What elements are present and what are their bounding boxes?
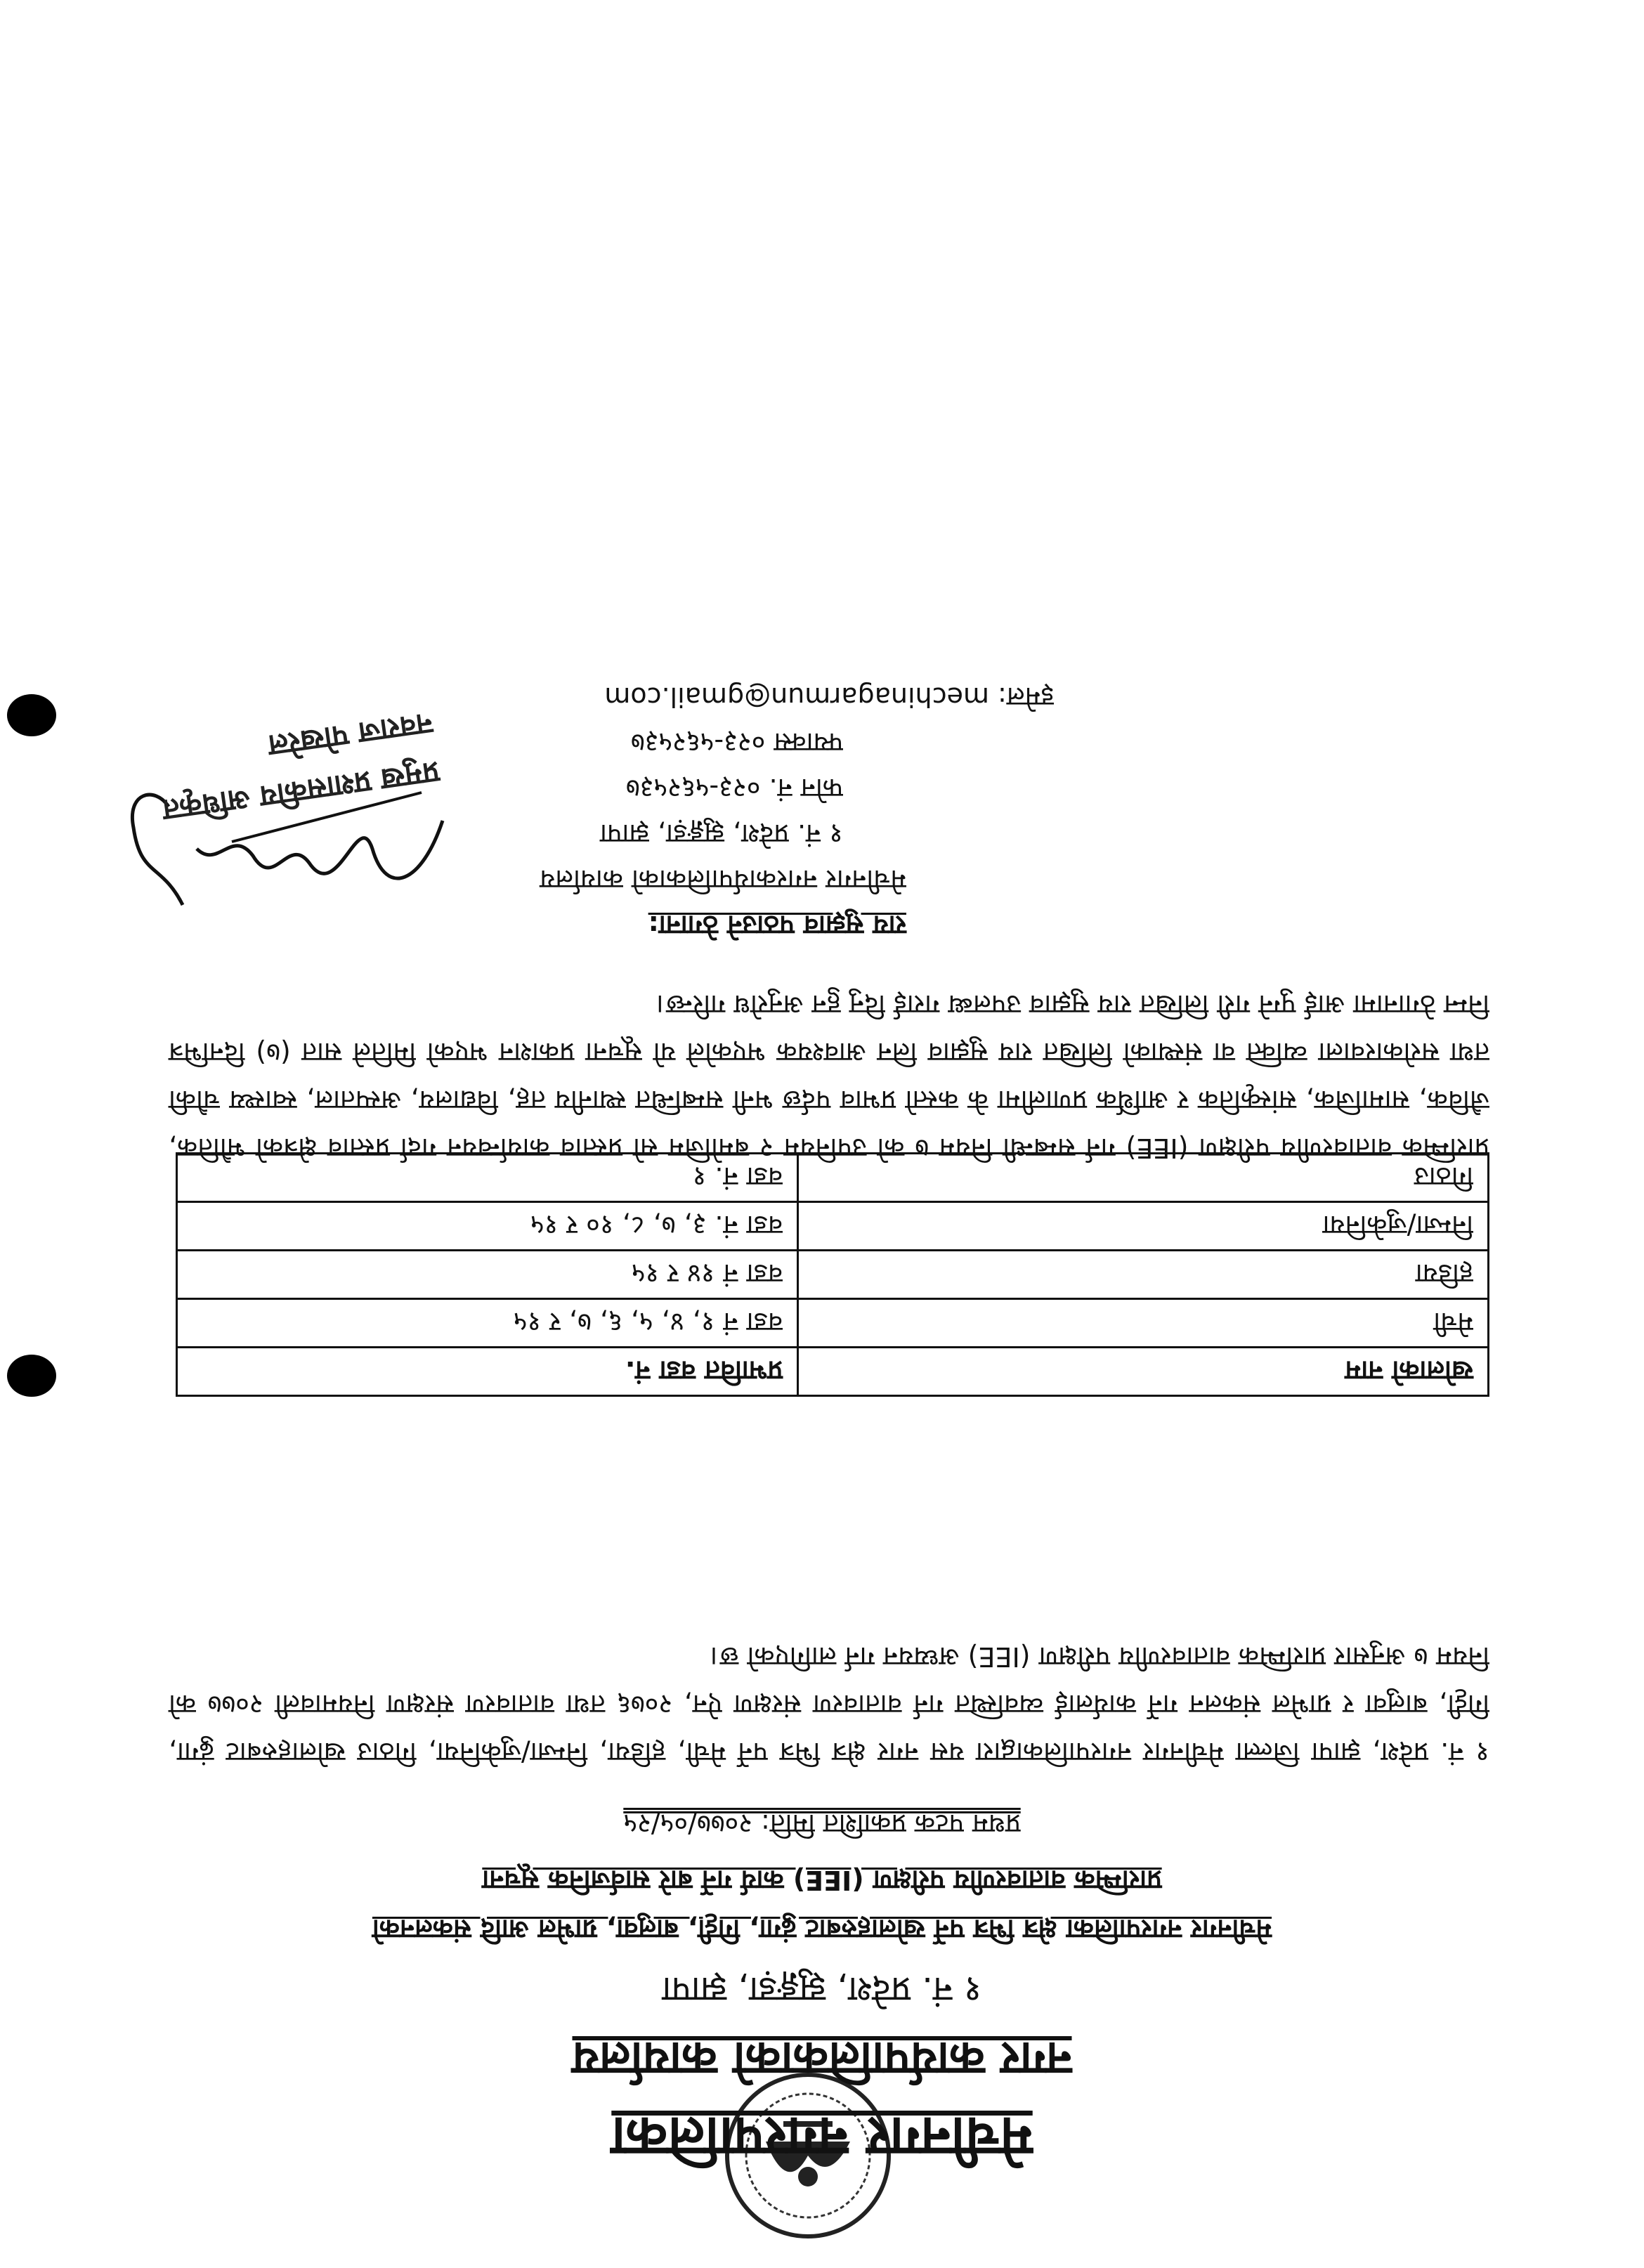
contact-fax: फ्याक्स ०२३-५६२५३७ [630, 727, 843, 758]
table-row [177, 1299, 1489, 1348]
table-row [177, 1202, 1489, 1251]
table-cell-wards: वडा नं १, ४, ५, ६, ७, र १५ [177, 1299, 798, 1348]
stamp-designation: प्रमुख प्रशासकीय अधिकृत [160, 755, 442, 828]
contact-office: मेचीनगर नगरकार्यपालिकाको कार्यालय [540, 864, 906, 895]
contact-phone: फोन नं. ०२३-५६२५३७ [625, 773, 843, 804]
publication-date: प्रथम पटक प्रकाशित मिति: २०७७/०५/२५ [623, 1808, 1021, 1839]
table-cell-river: मेची [798, 1299, 1489, 1348]
table-cell-river: निम्जा/जुकेनिया [798, 1202, 1489, 1251]
table-header-row [177, 1348, 1489, 1396]
notice-paragraph-2: प्रारम्भिक वातावरणीय परीक्षण (IEE) गर्न सम्बन्धी नियम ७ को उपनियम २ बमोजिम सो प्रस्ताव कार्यान्वयन गर्दा प्रस्ताव क्षेत्रको भौतिक, जैविक, सामाजिक, सांस्कृतिक र आर्थिक प्रणालीमा के कस्तो प्रभाव पर्दछ भनी सम्बन्धित स्थानीय तह, विद्यालय, अस्पताल, स्वास्थ्य चौकी तथा सरोकारवाला व्यक्ति वा संस्थाको लिखित राय सुझाव लिन आवश्यक भएकोले यो सूचना प्रकाशन भएको मितिले सात (७) दिनभित्र निम्न ठेगानामा आई पुग्ने गरी लिखित राय सुझाव उपलब्ध गराई दिनु हुन अनुरोध गरिन्छ। [169, 989, 1489, 1164]
table-header-wards: प्रभावित वडा नं. [177, 1348, 798, 1396]
affected-wards-table [176, 1152, 1489, 1397]
municipality-name: मेचीनगर नगरपालिका [611, 2105, 1033, 2168]
table-row [177, 1251, 1489, 1299]
stamp-officer-name: नवराज पोखरेल [266, 706, 435, 764]
notice-subject-line-1: मेचीनगर नगरपालिका क्षेत्र भित्र पर्ने खोलाहरुबाट ढुंगा, गिट्टी, बालुवा, ग्राभेल आदि संकलनको [372, 1914, 1272, 1945]
office-name: नगर कार्यपालिकाको कार्यालय [572, 2032, 1072, 2086]
punch-hole [7, 1355, 56, 1397]
table-cell-wards: वडा नं. ३, ७, ८, १० र १५ [177, 1202, 798, 1251]
table-cell-river: गिठाउ [798, 1154, 1489, 1202]
table-header-river: खोलाको नाम [798, 1348, 1489, 1396]
table-cell-wards: वडा नं. १ [177, 1154, 798, 1202]
table-cell-river: हडिया [798, 1251, 1489, 1299]
contact-heading: राय सुझाव पठाउने ठेगाना: [648, 910, 906, 941]
punch-hole [7, 694, 56, 736]
notice-paragraph-1: १ नं. प्रदेश, झापा जिल्ला मेचीनगर नगरपालिकाद्वारा यस नगर क्षेत्र भित्र पर्ने मेची, हडिया, निम्जा/जुकेनिया, गिठाउ खोलाहरुबाट ढुंगा, गिट्टी, बालुवा र ग्राभेल संकलन गर्ने कार्यलाई व्यवस्थित गर्न वातावरण संरक्षण ऐन, २०७६ तथा वातावरण संरक्षण नियमावली २०७७ को नियम ७ अनुसार प्रारम्भिक वातावरणीय परीक्षण (IEE) अध्ययन गर्न लागिएको छ। [169, 1641, 1489, 1768]
contact-email: इमेल: mechinagarmun@gmail.com [604, 682, 1054, 712]
contact-address: १ नं. प्रदेश, झुङ्गड़ा, झापा [600, 819, 843, 849]
office-address: १ नं. प्रदेश, झुङ्गड़ा, झापा [662, 1969, 982, 2010]
notice-subject-line-2: प्रारम्भिक वातावरणीय परीक्षण (IEE) कार्य गर्ने बारे सार्वजनिक सूचना [482, 1865, 1162, 1896]
table-cell-wards: वडा नं १४ र १५ [177, 1251, 798, 1299]
